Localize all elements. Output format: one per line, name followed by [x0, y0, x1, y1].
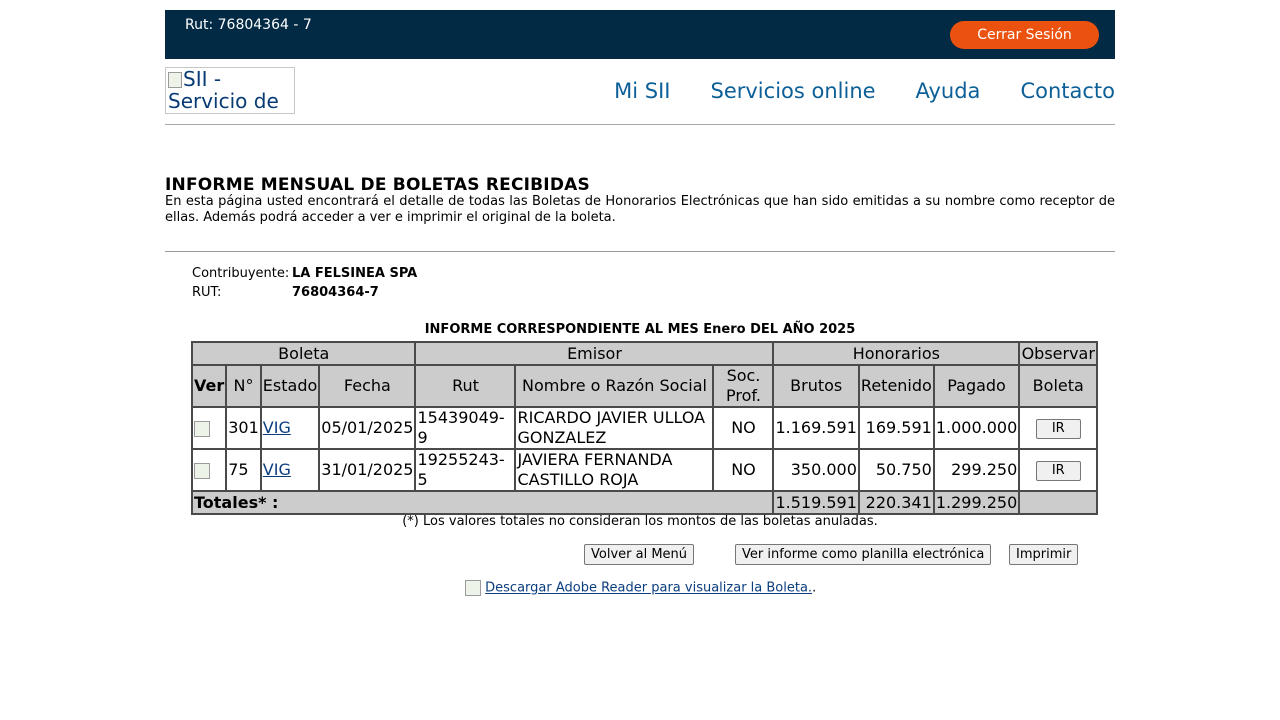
table-row: [192, 449, 1097, 491]
top-bar: [165, 10, 1115, 59]
nav-ayuda[interactable]: Ayuda: [915, 79, 981, 103]
main-nav: [614, 79, 1115, 103]
cell-pagado: 299.250: [934, 449, 1019, 491]
taxpayer-info: [192, 264, 417, 302]
totals-row: [192, 491, 1097, 514]
back-to-menu-button[interactable]: Volver al Menú: [584, 544, 694, 565]
col-pagado: Pagado: [934, 365, 1019, 407]
totals-note: (*) Los valores totales no consideran los montos de las boletas anuladas.: [402, 514, 878, 529]
nav-contacto[interactable]: Contacto: [1020, 79, 1115, 103]
header-divider: [165, 124, 1115, 125]
taxpayer-rut-row: [192, 283, 417, 302]
col-nombre: Nombre o Razón Social: [515, 365, 713, 407]
cell-numero: 75: [226, 449, 261, 491]
adobe-download-link[interactable]: Descargar Adobe Reader para visualizar la Boleta.: [485, 580, 813, 596]
cell-retenido: 50.750: [859, 449, 934, 491]
nav-mi-sii[interactable]: Mi SII: [614, 79, 671, 103]
column-header-row: [192, 365, 1097, 407]
col-soc-prof: Soc. Prof.: [713, 365, 773, 407]
group-header-row: [192, 342, 1097, 365]
col-brutos: Brutos: [773, 365, 858, 407]
taxpayer-rut-label: RUT:: [192, 285, 222, 300]
col-rut: Rut: [415, 365, 515, 407]
sii-logo[interactable]: [165, 67, 295, 114]
total-pagado: 1.299.250: [935, 493, 1018, 512]
section-divider: [165, 251, 1115, 252]
boletas-table: [191, 341, 1098, 515]
cell-rut: 15439049-9: [415, 407, 515, 449]
estado-link[interactable]: VIG: [262, 460, 291, 479]
taxpayer-rut-value: 76804364-7: [292, 285, 379, 300]
ir-button[interactable]: IR: [1036, 419, 1081, 439]
group-emisor: Emisor: [415, 342, 773, 365]
adobe-reader-icon: [465, 580, 481, 596]
contribuyente-label: Contribuyente:: [192, 266, 290, 281]
cell-observar: [1019, 407, 1097, 449]
adobe-suffix: .: [812, 580, 817, 596]
contribuyente-value: LA FELSINEA SPA: [292, 266, 418, 281]
cell-nombre: JAVIERA FERNANDA CASTILLO ROJA: [515, 449, 713, 491]
table-row: [192, 407, 1097, 449]
cell-soc-prof: NO: [713, 407, 773, 449]
group-observar: Observar: [1019, 342, 1097, 365]
cell-retenido: 169.591: [859, 407, 934, 449]
ir-button[interactable]: IR: [1036, 461, 1081, 481]
page-title: INFORME MENSUAL DE BOLETAS RECIBIDAS: [165, 175, 590, 195]
view-boleta-icon[interactable]: [194, 421, 210, 437]
cell-numero: 301: [226, 407, 261, 449]
group-boleta: Boleta: [192, 342, 415, 365]
total-brutos: 1.519.591: [775, 493, 857, 512]
cell-brutos: 350.000: [773, 449, 858, 491]
col-retenido: Retenido: [859, 365, 934, 407]
logo-alt-text: SII - Servicio de: [168, 67, 279, 113]
cell-pagado: 1.000.000: [934, 407, 1019, 449]
col-fecha: Fecha: [319, 365, 415, 407]
col-boleta: Boleta: [1019, 365, 1097, 407]
action-bar: [165, 544, 1115, 566]
cell-fecha: 05/01/2025: [319, 407, 415, 449]
user-rut: Rut: 76804364 - 7: [185, 17, 312, 33]
cell-estado: [261, 407, 319, 449]
adobe-download: [465, 580, 816, 596]
total-retenido: 220.341: [859, 491, 934, 514]
report-period-title: INFORME CORRESPONDIENTE AL MES Enero DEL AÑO 2025: [424, 322, 856, 337]
col-estado: Estado: [261, 365, 319, 407]
cell-fecha: 31/01/2025: [319, 449, 415, 491]
page-description: En esta página usted encontrará el detalle de todas las Boletas de Honorarios Electrónicas que han sido emitidas a su nombre como receptor de ellas. Además podrá acceder a ver e imprimir el original de la boleta.: [165, 194, 1115, 225]
broken-image-icon: [168, 72, 182, 88]
group-honorarios: Honorarios: [773, 342, 1019, 365]
view-cell[interactable]: [192, 449, 226, 491]
logout-button[interactable]: Cerrar Sesión: [950, 21, 1099, 49]
nav-servicios-online[interactable]: Servicios online: [710, 79, 876, 103]
col-ver: Ver: [192, 365, 226, 407]
cell-estado: [261, 449, 319, 491]
cell-rut: 19255243-5: [415, 449, 515, 491]
view-boleta-icon[interactable]: [194, 463, 210, 479]
contribuyente-row: [192, 264, 417, 283]
cell-brutos: 1.169.591: [773, 407, 858, 449]
cell-observar: [1019, 449, 1097, 491]
cell-soc-prof: NO: [713, 449, 773, 491]
col-numero: N°: [226, 365, 261, 407]
estado-link[interactable]: VIG: [262, 418, 291, 437]
cell-nombre: RICARDO JAVIER ULLOA GONZALEZ: [515, 407, 713, 449]
view-cell[interactable]: [192, 407, 226, 449]
spreadsheet-view-button[interactable]: Ver informe como planilla electrónica: [735, 544, 991, 565]
print-button[interactable]: Imprimir: [1009, 544, 1078, 565]
total-empty: [1019, 491, 1097, 514]
totals-label: Totales* :: [192, 491, 773, 514]
